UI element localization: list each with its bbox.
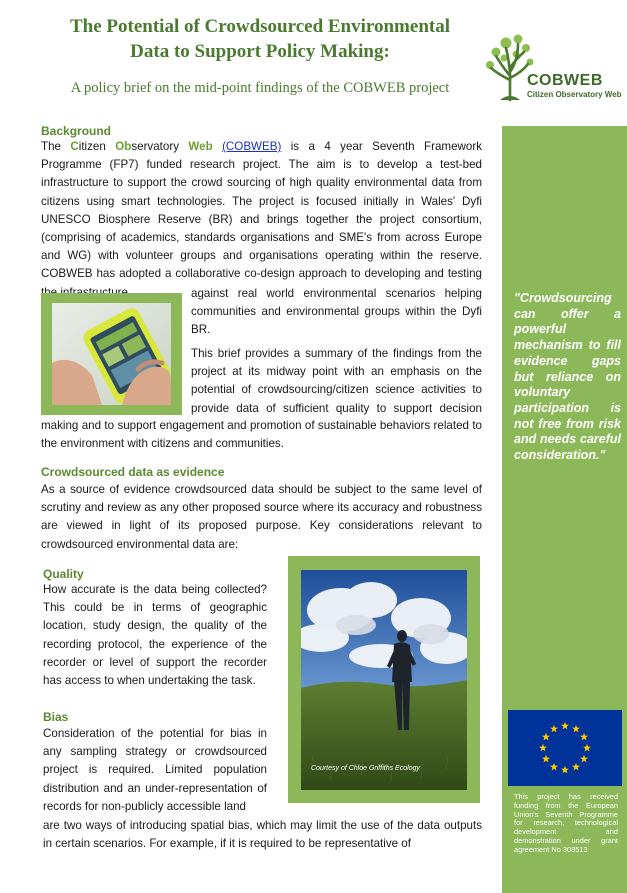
evidence-heading: Crowdsourced data as evidence xyxy=(41,465,225,479)
title-line-1: The Potential of Crowdsourced Environmental xyxy=(69,16,450,37)
eu-flag-icon xyxy=(508,710,622,786)
cobweb-link[interactable]: (COBWEB) xyxy=(222,140,282,153)
background-paragraph-1: The Citizen Observatory Web (COBWEB) is a 4 year Seventh Framework Programme (FP7) funded research project. The aim is to develop a test-bed infrastructure to support the crowd sourcing of high quality environmental data from citizens using smart technologies. The project is focused initially in Wales' Dyfi UNESCO Biosphere Reserve (BR) and brings together the project consortium, (comprising of academics, standards organisations and SME's from across Europe and WG) with volunteer groups and organisations operating within the reserve. COBWEB has adopted a collaborative co-design approach to developing and testing xyxy=(41,138,482,302)
quality-heading: Quality xyxy=(43,567,84,581)
smartphone-photo-icon xyxy=(52,303,171,405)
logo-tagline: Citizen Observatory Web xyxy=(527,90,622,99)
background-paragraph-2 xyxy=(191,345,482,418)
logo-name: COBWEB xyxy=(527,72,603,89)
bias-paragraph-end xyxy=(43,817,482,853)
page-subtitle: A policy brief on the mid-point findings of the COBWEB project xyxy=(70,80,450,96)
word-itizen: itizen xyxy=(78,140,116,153)
eu-funding-notice: This project has received funding from the European Union's Seventh Programme for research, technological development and demonstration under grant agreement No 308513 xyxy=(514,792,618,854)
bias-paragraph xyxy=(43,725,267,816)
background-p2-end-text: making and to support engagement and promotion of sustainable behaviors related to the environment with citizens and communities. xyxy=(41,419,482,451)
title-line-2: Data to Support Policy Making: xyxy=(130,41,390,62)
acronym-c: C xyxy=(70,140,79,153)
bias-text-end: are two ways of introducing spatial bias, which may limit the use of the data outputs in certain scenarios. For example, if it is required to be representative of xyxy=(43,819,482,851)
quality-paragraph xyxy=(43,581,267,690)
background-p1-body: is a 4 year Seventh Framework Programme (FP7) funded research project. The aim is to develop a test-bed infrastructure to support the crowd sourcing of high quality environmental data from citizens using smart technologies. The project is focused initially in Wales' Dyfi UNESCO Biosphere Reserve (BR) and brings together the project consortium, (comprising of academics, standards organisations and SME's from across Europe and WG) with volunteer groups and organisations operating within the reserve. COBWEB has adopted a collaborative co-design approach to developing and testing xyxy=(41,140,482,281)
photo-credit: Courtesy of Chloe Griffiths Ecology xyxy=(311,765,420,772)
background-heading: Background xyxy=(41,124,112,138)
background-p1-wrap-text: against real world environmental scenarios helping communities and environmental groups within the Dyfi BR. xyxy=(191,287,482,337)
acronym-web: Web xyxy=(188,140,213,153)
evidence-paragraph xyxy=(41,481,482,554)
page-title xyxy=(30,14,490,64)
background-paragraph-2-end xyxy=(41,417,482,453)
pull-quote: "Crowdsourcing can offer a powerful mechanism to fill evidence gaps but reliance on voluntary participation is not free from risk and needs careful consideration." xyxy=(514,291,621,463)
background-paragraph-1-wrap xyxy=(191,285,482,340)
bias-heading: Bias xyxy=(43,710,69,724)
evidence-text: As a source of evidence crowdsourced data should be subject to the same level of scrutiny and review as any other proposed source where its accuracy and robustness are viewed in light of its proposed purpose. Key considerations relevant to crowdsourced environmental data are: xyxy=(41,483,482,551)
background-p2-wrap-text: This brief provides a summary of the findings from the project at its midway point with an emphasis on the potential of crowdsourcing/citizen science activities to provide data of sufficient quality to support decision xyxy=(191,347,482,415)
word-servatory: servatory xyxy=(131,140,189,153)
acronym-ob: Ob xyxy=(115,140,132,153)
quality-text: How accurate is the data being collected? This could be in terms of geographic location, study design, the quality of the recording protocol, the experience of the recorder or level of support the recorder has access to when undertaking the task. xyxy=(43,583,267,688)
bias-text: Consideration of the potential for bias in any sampling strategy or crowdsourced project is required. Limited population distribution and an under-representation of records for non-publicly accessible land xyxy=(43,727,267,813)
field-survey-photo-icon xyxy=(301,570,467,790)
